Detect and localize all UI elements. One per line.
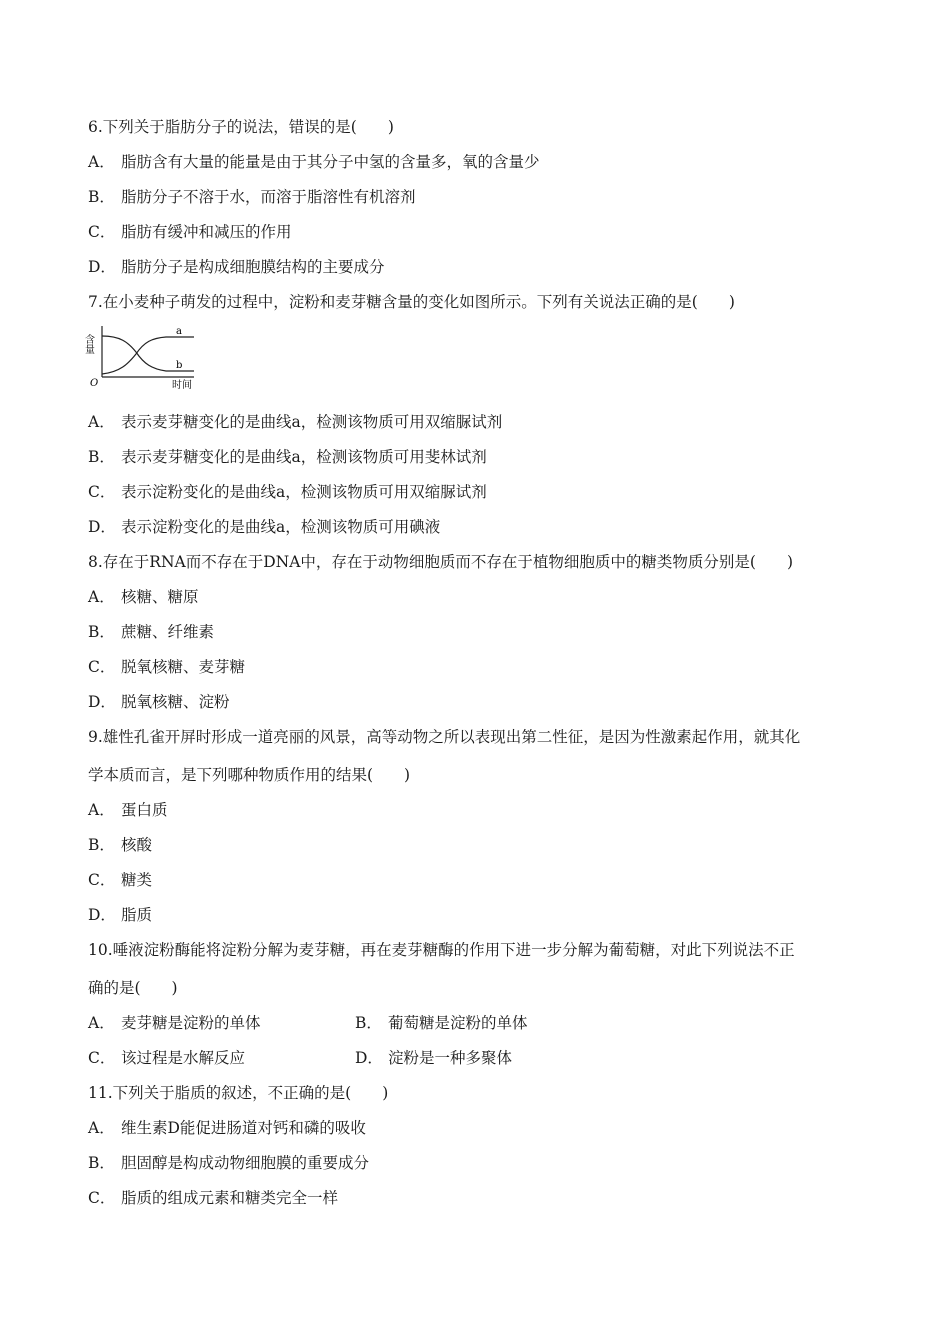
content-curve-chart xyxy=(82,322,206,392)
option-text: 脂肪含有大量的能量是由于其分子中氢的含量多，氧的含量少 xyxy=(121,153,540,171)
option-text: 脂肪分子不溶于水，而溶于脂溶性有机溶剂 xyxy=(121,188,416,206)
option-text: 核酸 xyxy=(121,836,153,854)
question-6-option-d xyxy=(88,257,385,277)
option-text: 该过程是水解反应 xyxy=(121,1049,246,1067)
question-6-stem: 6.下列关于脂肪分子的说法，错误的是( ) xyxy=(88,118,394,136)
question-8-stem: 8.存在于RNA而不存在于DNA中，存在于动物细胞质而不存在于植物细胞质中的糖类物质分别是( ) xyxy=(88,553,793,571)
x-axis-label: 时间 xyxy=(172,380,192,391)
question-10-stem-line2: 确的是( ) xyxy=(88,979,178,997)
option-letter: B． xyxy=(88,448,115,466)
option-text: 葡萄糖是淀粉的单体 xyxy=(388,1014,528,1032)
question-11-option-a xyxy=(88,1118,366,1138)
option-letter: C． xyxy=(88,871,116,889)
question-9-option-a xyxy=(88,800,168,820)
y-axis-label: 含量 xyxy=(82,334,94,354)
option-text: 脱氧核糖、淀粉 xyxy=(121,693,230,711)
question-11-option-b xyxy=(88,1153,369,1173)
question-10-options-row1 xyxy=(88,1013,261,1033)
question-8-option-c xyxy=(88,657,245,677)
option-letter: C． xyxy=(88,1049,116,1067)
question-9-option-d xyxy=(88,905,152,925)
curve-a-label: a xyxy=(176,326,182,337)
option-letter: A． xyxy=(88,1014,115,1032)
option-text: 维生素D能促进肠道对钙和磷的吸收 xyxy=(121,1119,366,1137)
question-7-option-a xyxy=(88,412,502,432)
option-letter: A． xyxy=(88,413,115,431)
option-text: 脂肪有缓冲和减压的作用 xyxy=(121,223,292,241)
question-10-option-b xyxy=(355,1013,528,1033)
option-text: 蔗糖、纤维素 xyxy=(121,623,215,641)
option-text: 胆固醇是构成动物细胞膜的重要成分 xyxy=(121,1154,370,1172)
question-9-stem-line2: 学本质而言，是下列哪种物质作用的结果( ) xyxy=(88,766,411,784)
option-text: 脂质 xyxy=(121,906,153,924)
question-10-option-c xyxy=(88,1048,245,1068)
option-letter: D． xyxy=(88,693,116,711)
option-text: 脂肪分子是构成细胞膜结构的主要成分 xyxy=(121,258,385,276)
question-10-option-d xyxy=(355,1048,512,1068)
question-9-option-b xyxy=(88,835,152,855)
question-8-option-b xyxy=(88,622,214,642)
option-letter: C． xyxy=(88,483,116,501)
question-6-option-c xyxy=(88,222,292,242)
question-9-option-c xyxy=(88,870,152,890)
option-text: 表示淀粉变化的是曲线a，检测该物质可用双缩脲试剂 xyxy=(121,483,487,501)
question-6-option-a xyxy=(88,152,540,172)
option-text: 蛋白质 xyxy=(121,801,168,819)
question-8-option-a xyxy=(88,587,199,607)
option-text: 麦芽糖是淀粉的单体 xyxy=(121,1014,261,1032)
option-letter: A． xyxy=(88,588,115,606)
option-letter: B． xyxy=(88,623,115,641)
option-letter: A． xyxy=(88,153,115,171)
option-letter: A． xyxy=(88,801,115,819)
question-7-option-b xyxy=(88,447,487,467)
question-7-option-c xyxy=(88,482,487,502)
option-text: 表示麦芽糖变化的是曲线a，检测该物质可用双缩脲试剂 xyxy=(121,413,503,431)
option-text: 核糖、糖原 xyxy=(121,588,199,606)
option-text: 脂质的组成元素和糖类完全一样 xyxy=(121,1189,339,1207)
option-letter: B． xyxy=(88,836,115,854)
option-text: 淀粉是一种多聚体 xyxy=(388,1049,513,1067)
option-text: 糖类 xyxy=(121,871,153,889)
option-letter: D． xyxy=(88,906,116,924)
option-letter: B． xyxy=(88,1154,115,1172)
question-10-option-a xyxy=(88,1014,261,1032)
question-6-option-b xyxy=(88,187,416,207)
option-letter: D． xyxy=(88,258,116,276)
question-7-option-d xyxy=(88,517,440,537)
option-letter: A． xyxy=(88,1119,115,1137)
question-7-figure xyxy=(82,322,206,392)
option-letter: B． xyxy=(88,188,115,206)
question-8-option-d xyxy=(88,692,230,712)
option-letter: C． xyxy=(88,658,116,676)
option-letter: B． xyxy=(355,1014,382,1032)
question-10-stem-line1: 10.唾液淀粉酶能将淀粉分解为麦芽糖，再在麦芽糖酶的作用下进一步分解为葡萄糖，对此下列说法不正 xyxy=(88,941,795,959)
option-text: 脱氧核糖、麦芽糖 xyxy=(121,658,246,676)
option-text: 表示淀粉变化的是曲线a，检测该物质可用碘液 xyxy=(121,518,441,536)
option-letter: C． xyxy=(88,1189,116,1207)
option-letter: D． xyxy=(88,518,116,536)
option-letter: C． xyxy=(88,223,116,241)
option-letter: D． xyxy=(355,1049,383,1067)
origin-label: O xyxy=(90,378,99,389)
question-11-stem: 11.下列关于脂质的叙述，不正确的是( ) xyxy=(88,1084,389,1102)
question-7-stem: 7.在小麦种子萌发的过程中，淀粉和麦芽糖含量的变化如图所示。下列有关说法正确的是( ) xyxy=(88,293,735,311)
curve-b-label: b xyxy=(176,360,183,371)
question-11-option-c xyxy=(88,1188,338,1208)
option-text: 表示麦芽糖变化的是曲线a，检测该物质可用斐林试剂 xyxy=(121,448,487,466)
question-9-stem-line1: 9.雄性孔雀开屏时形成一道亮丽的风景，高等动物之所以表现出第二性征，是因为性激素起作用，就其化 xyxy=(88,728,801,746)
